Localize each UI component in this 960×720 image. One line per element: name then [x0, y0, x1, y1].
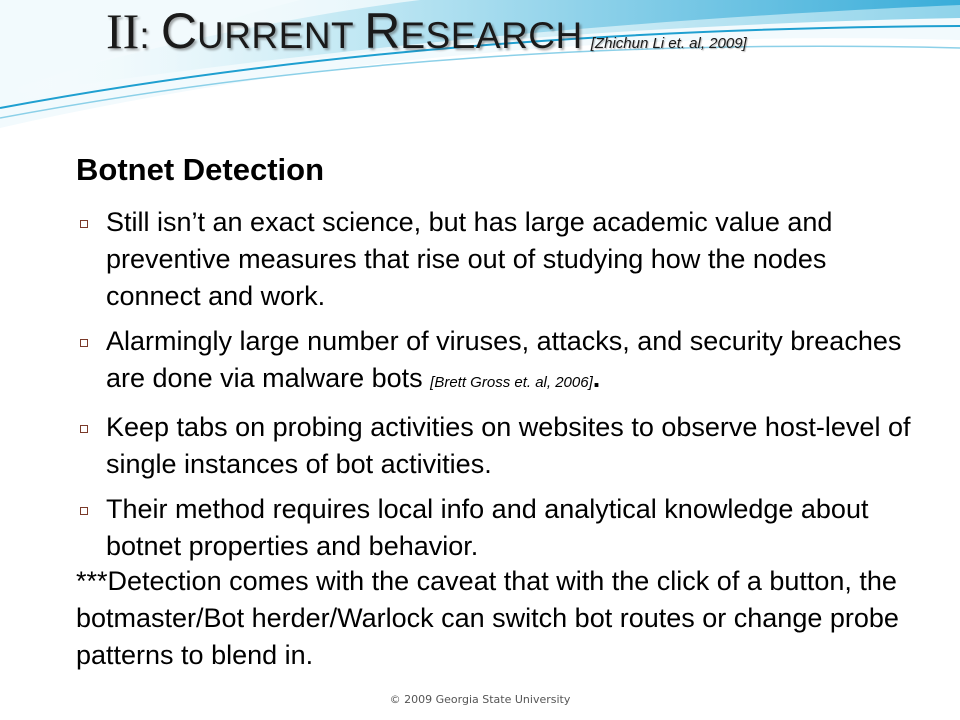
footer-copyright: © 2009 Georgia State University — [389, 693, 571, 706]
bullet-text: Keep tabs on probing activities on websites to observe host-level of single instances of bot activities. — [106, 412, 911, 479]
bullet-item — [76, 409, 926, 483]
title-initial: C — [160, 3, 197, 59]
caveat-note: ***Detection comes with the caveat that with the click of a button, the botmaster/Bot herder/Warlock can switch bot routes or change probe patterns to blend in. — [76, 566, 899, 670]
title-roman-numeral: II — [106, 3, 140, 59]
square-bullet-icon — [80, 220, 88, 228]
section-heading: Botnet Detection — [76, 152, 324, 187]
bullet-list — [76, 204, 926, 573]
bullet-text: Alarmingly large number of viruses, attacks, and security breaches are done via malware bots — [106, 326, 902, 393]
bullet-item — [76, 323, 926, 401]
square-bullet-icon — [80, 507, 88, 515]
bullet-citation: [Brett Gross et. al, 2006] — [430, 374, 593, 391]
slide-title — [106, 3, 747, 59]
bullet-item — [76, 491, 926, 565]
title-colon: : — [139, 15, 161, 56]
title-word: ESEARCH — [400, 15, 583, 56]
title-citation: [Zhichun Li et. al, 2009] — [590, 35, 747, 52]
bullet-text: Still isn’t an exact science, but has large academic value and preventive measures that rise out of studying how the nodes connect and work. — [106, 207, 833, 311]
square-bullet-icon — [80, 425, 88, 433]
square-bullet-icon — [80, 339, 88, 347]
title-word: URRENT — [196, 15, 365, 56]
title-initial: R — [364, 3, 401, 59]
bullet-item — [76, 204, 926, 315]
bullet-suffix: . — [592, 363, 601, 393]
bullet-text: Their method requires local info and analytical knowledge about botnet properties and behavior. — [106, 494, 869, 561]
